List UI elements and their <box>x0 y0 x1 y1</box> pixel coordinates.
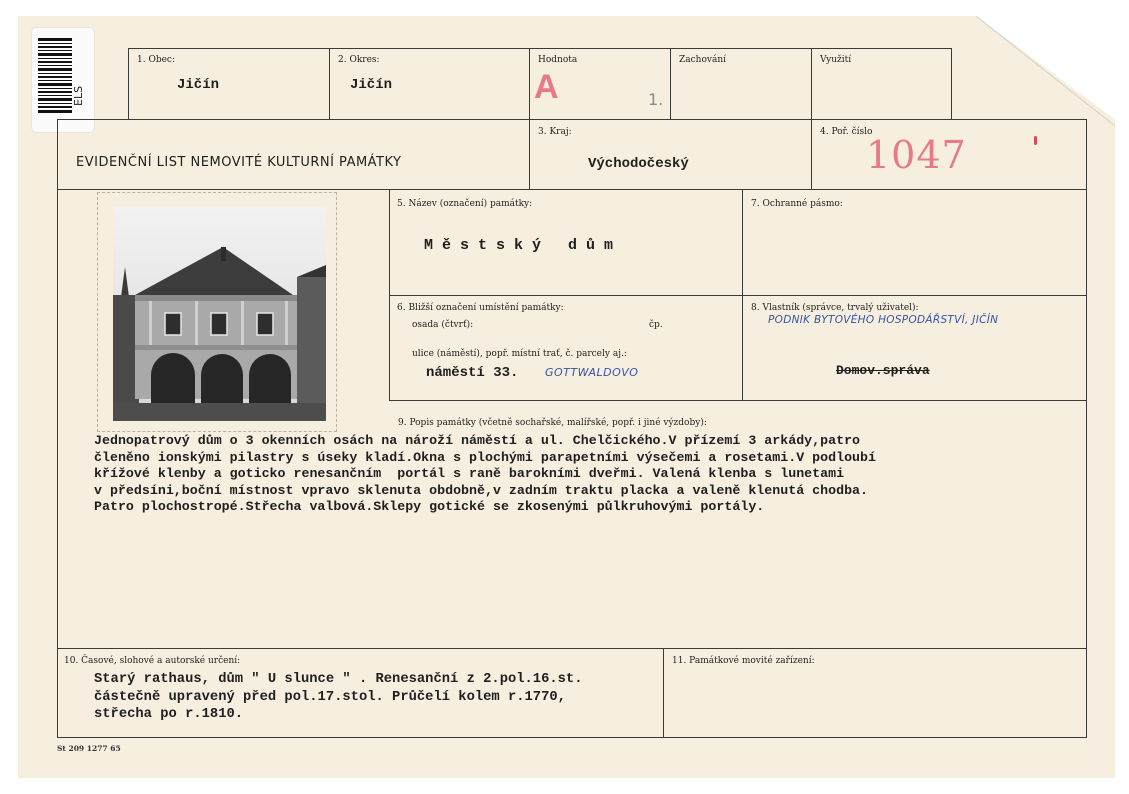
urceni-label: 10. Časové, slohové a autorské určení: <box>64 656 241 666</box>
urceni-line: Starý rathaus, dům " U slunce " . Renesanční z 2.pol.16.st. <box>94 672 583 687</box>
urceni-line: částečně upravený před pol.17.stol. Průčelí kolem r.1770, <box>94 689 566 705</box>
popis-line: Jednopatrový dům o 3 okenních osách na nároží náměstí a ul. Chelčického.V přízemí 3 arkády,patro <box>94 433 861 448</box>
popis-label: 9. Popis památky (včetně sochařské, malířské, popř. i jiné výzdoby): <box>398 418 707 428</box>
movite-zarizeni-label: 11. Památkové movité zařízení: <box>672 656 815 666</box>
popis-text <box>94 433 876 516</box>
zachovani-label: Zachování <box>679 55 726 65</box>
footer-code: St 209 1277 65 <box>57 744 121 753</box>
barcode-icon <box>38 38 72 114</box>
sticker-label: ELS <box>72 85 85 106</box>
nazev-label: 5. Název (označení) památky: <box>397 199 533 209</box>
okres-label: 2. Okres: <box>338 55 380 65</box>
urceni-text <box>94 671 583 724</box>
nazev-value: M ě s t s k ý d ů m <box>424 237 614 254</box>
vyuziti-label: Využití <box>820 55 852 65</box>
popis-line: Patro plochostropé.Střecha valbová.Sklepy gotické se zkosenými půlkruhovými portály. <box>94 499 765 514</box>
popis-line: křížové klenby a goticko renesančním portál s raně barokními dveřmi. Valená klenba s lunetami <box>94 466 845 481</box>
blizsi-oznaceni-label: 6. Bližší označení umístění památky: <box>397 303 564 313</box>
vlastnik-handwritten: PODNIK BYTOVÉHO HOSPODÁŘSTVÍ, JIČÍN <box>768 314 999 326</box>
urceni-line: střecha po r.1810. <box>94 707 244 722</box>
obec-value: Jičín <box>177 77 220 93</box>
cp-label: čp. <box>649 320 663 330</box>
hodnota-label: Hodnota <box>538 55 578 65</box>
hodnota-stamp: A <box>534 68 559 106</box>
okres-value: Jičín <box>350 77 393 93</box>
por-cislo-label: 4. Poř. číslo <box>820 127 873 137</box>
ulice-handwritten: GOTTWALDOVO <box>545 366 639 379</box>
kraj-label: 3. Kraj: <box>538 127 572 137</box>
ulice-value: náměstí 33. <box>426 365 519 381</box>
vlastnik-label: 8. Vlastník (správce, trvalý uživatel): <box>751 303 919 313</box>
popis-line: členěno ionskými pilastry s úseky kladí.Okna s plochými parapetními výsečemi a rosetami.V podloubí <box>94 449 876 465</box>
building-photo <box>113 207 326 421</box>
kraj-value: Východočeský <box>588 156 689 172</box>
osada-label: osada (čtvrť): <box>412 320 474 330</box>
ulice-label: ulice (náměstí), popř. místní trať, č. parcely aj.: <box>412 349 627 359</box>
popis-line: v předsíni,boční místnost vpravo sklenuta obdobně,v zadním traktu placka a valeně klenutá chodba. <box>94 482 869 498</box>
ochranne-pasmo-label: 7. Ochranné pásmo: <box>751 199 843 209</box>
por-cislo-value: 1047 <box>866 133 967 177</box>
vlastnik-struck: Domov.správa <box>836 363 930 378</box>
form-title: EVIDENČNÍ LIST NEMOVITÉ KULTURNÍ PAMÁTKY <box>76 155 402 170</box>
obec-label: 1. Obec: <box>137 55 175 65</box>
hodnota-mark: 1. <box>648 90 664 109</box>
red-tick-mark <box>1034 136 1037 145</box>
barcode-sticker <box>32 28 94 132</box>
